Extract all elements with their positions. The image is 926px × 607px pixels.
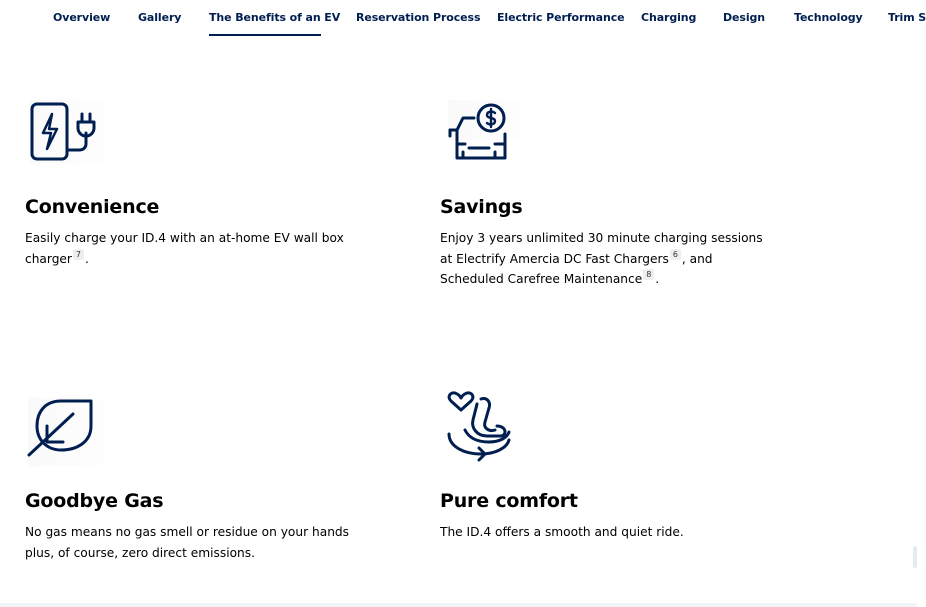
nav-item-charging[interactable]: Charging (641, 11, 697, 24)
scrollbar-thumb[interactable] (913, 546, 917, 568)
nav-item-technology[interactable]: Technology (794, 11, 863, 24)
nav-item-trim[interactable]: Trim S (888, 11, 926, 24)
feature-description-text: Easily charge your ID.4 with an at-home EV wall box charger (25, 231, 344, 266)
feature-description-text: Enjoy 3 years unlimited 30 minute charging sessions at Electrify Amercia DC Fast Chargers (440, 231, 763, 266)
feature-title: Savings (440, 196, 523, 218)
nav-item-reservation-process[interactable]: Reservation Process (356, 11, 481, 24)
ev-charger-icon (28, 100, 100, 164)
feature-description-end: . (655, 272, 660, 286)
feature-description (25, 228, 355, 269)
feature-title: Pure comfort (440, 490, 578, 512)
nav-item-electric-performance[interactable]: Electric Performance (497, 11, 625, 24)
footnote-badge[interactable]: 7 (73, 249, 84, 260)
nav-item-design[interactable]: Design (723, 11, 766, 24)
feature-description (440, 228, 770, 290)
car-dollar-icon (445, 100, 515, 164)
feature-description-end: . (84, 251, 89, 266)
active-tab-indicator (209, 34, 321, 36)
feature-title: Goodbye Gas (25, 490, 164, 512)
nav-item-overview[interactable]: Overview (53, 11, 111, 24)
feature-description-text: , and Scheduled Carefree Maintenance (440, 251, 713, 286)
leaf-arrow-icon (25, 396, 95, 460)
feature-title: Convenience (25, 196, 160, 218)
feature-description: The ID.4 offers a smooth and quiet ride. (440, 525, 684, 539)
footnote-badge[interactable]: 6 (670, 249, 681, 260)
seat-heart-icon (443, 390, 515, 464)
feature-description: No gas means no gas smell or residue on your hands plus, of course, zero direct emissions. (25, 525, 349, 560)
nav-item-benefits[interactable]: The Benefits of an EV (209, 11, 341, 24)
footnote-badge[interactable]: 8 (643, 269, 654, 280)
section-nav (0, 0, 926, 40)
nav-item-gallery[interactable]: Gallery (138, 11, 182, 24)
section-divider (0, 603, 917, 607)
